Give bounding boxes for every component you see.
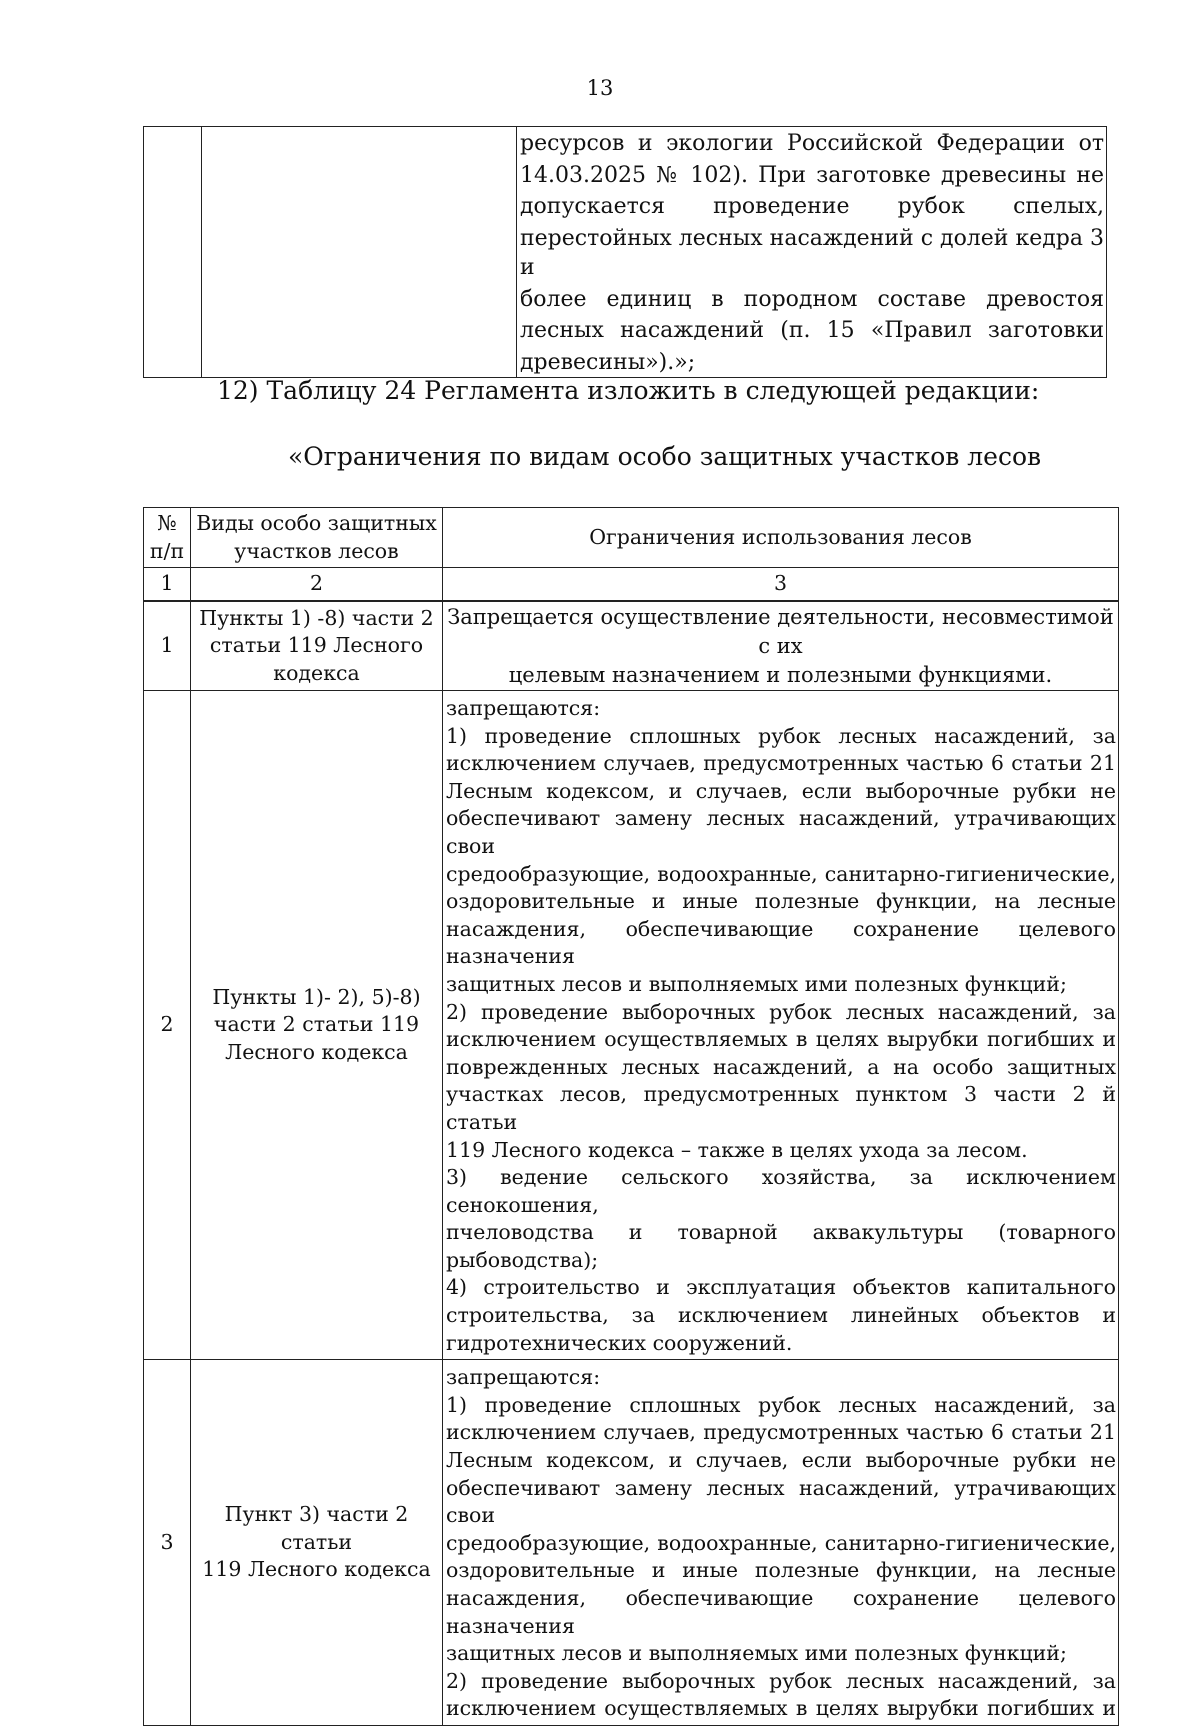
header-restrictions: Ограничения использования лесов [443, 508, 1119, 568]
cont-text-line: древесины»).»; [520, 349, 696, 375]
numbering-cell: 1 [144, 568, 191, 602]
restrictions-table [143, 507, 1119, 1726]
restriction-line: средообразующие, водоохранные, санитарно-гигиенические, [446, 1530, 1116, 1555]
restriction-line: исключением случаев, предусмотренных частью 6 статьи 21 [446, 751, 1116, 776]
restriction-line: Запрещается осуществление деятельности, несовместимой с их [447, 604, 1114, 658]
header-kind-line: Виды особо защитных [196, 510, 437, 535]
row-kind-line: Пункты 1)- 2), 5)-8) [212, 984, 421, 1009]
row-kind-line: статьи 119 Лесного [209, 633, 424, 658]
cont-cell-kind [202, 127, 517, 378]
restriction-line: оздоровительные и иные полезные функции, на лесные [446, 889, 1116, 914]
restriction-line: насаждения, обеспечивающие сохранение целевого назначения [446, 916, 1116, 969]
restriction-line: исключением осуществляемых в целях вырубки погибших и [446, 1027, 1116, 1052]
page-number: 13 [586, 76, 614, 100]
table-row [144, 601, 1119, 691]
restriction-line: защитных лесов и выполняемых ими полезных функций; [446, 1641, 1067, 1666]
restriction-line: 1) проведение сплошных рубок лесных насаждений, за [446, 723, 1116, 748]
restriction-line: 2) проведение выборочных рубок лесных насаждений, за [446, 1668, 1116, 1693]
numbering-row [144, 568, 1119, 602]
restriction-line: защитных лесов и выполняемых ими полезных функций; [446, 971, 1067, 996]
row-num: 3 [144, 1360, 191, 1726]
row-restrictions [443, 601, 1119, 691]
header-row [144, 508, 1119, 568]
row-kind-line: Лесного кодекса [225, 1039, 408, 1064]
restriction-line: поврежденных лесных насаждений, а на особо защитных [446, 1054, 1116, 1079]
row-kind [191, 1360, 443, 1726]
row-num: 2 [144, 691, 191, 1360]
restriction-line: 1) проведение сплошных рубок лесных насаждений, за [446, 1392, 1116, 1417]
cont-cell-num [144, 127, 202, 378]
row-kind-line: Пункт 3) части 2 статьи [224, 1502, 409, 1554]
row-kind-line: кодекса [273, 660, 360, 685]
paragraph-12: 12) Таблицу 24 Регламента изложить в следующей редакции: [217, 376, 1040, 405]
row-kind [191, 601, 443, 691]
header-num [144, 508, 191, 568]
restriction-line: обеспечивают замену лесных насаждений, утрачивающих свои [446, 1475, 1116, 1528]
header-num-line: п/п [149, 538, 185, 563]
restriction-line: гидротехнических сооружений. [446, 1330, 793, 1355]
table-title: «Ограничения по видам особо защитных участков лесов [288, 442, 1042, 471]
row-kind [191, 691, 443, 1360]
table-row [144, 1360, 1119, 1726]
cont-text-line: более единиц в породном составе древостоя [520, 286, 1104, 312]
restriction-line: рыбоводства); [446, 1247, 599, 1272]
table-row [144, 691, 1119, 1360]
cont-text-line: 14.03.2025 № 102). При заготовке древесины не [520, 162, 1104, 188]
row-num: 1 [144, 601, 191, 691]
restriction-line: 3) ведение сельского хозяйства, за исключением сенокошения, [446, 1165, 1116, 1217]
restriction-line: 2) проведение выборочных рубок лесных насаждений, за [446, 999, 1116, 1024]
continuation-table [143, 126, 1107, 378]
numbering-cell: 2 [191, 568, 443, 602]
restriction-line: строительства, за исключением линейных объектов и [446, 1303, 1116, 1328]
restriction-line: исключением осуществляемых в целях вырубки погибших и [446, 1696, 1116, 1721]
restriction-line: 119 Лесного кодекса – также в целях ухода за лесом. [446, 1137, 1028, 1162]
restriction-line: участках лесов, предусмотренных пунктом 3 части 2 й статьи [446, 1082, 1116, 1134]
row-restrictions [443, 1360, 1119, 1726]
restriction-line: запрещаются: [446, 696, 601, 720]
restriction-line: запрещаются: [446, 1365, 601, 1390]
cont-text-line: ресурсов и экологии Российской Федерации от [520, 131, 1104, 156]
header-kind [191, 508, 443, 568]
row-kind-line: части 2 статьи 119 [213, 1012, 420, 1037]
row-restrictions [443, 691, 1119, 1360]
restriction-line: 4) строительство и эксплуатация объектов капитального [446, 1275, 1116, 1300]
restriction-line: Лесным кодексом, и случаев, если выборочные рубки не [446, 778, 1116, 803]
header-num-line: № [157, 510, 177, 535]
row-kind-line: Пункты 1) -8) части 2 [199, 605, 434, 630]
restriction-line: обеспечивают замену лесных насаждений, утрачивающих свои [446, 806, 1116, 858]
restriction-line: Лесным кодексом, и случаев, если выборочные рубки не [446, 1448, 1116, 1473]
restriction-line: исключением случаев, предусмотренных частью 6 статьи 21 [446, 1420, 1116, 1445]
restriction-line: целевым назначением и полезными функциями. [508, 662, 1053, 687]
row-kind-line: 119 Лесного кодекса [202, 1557, 431, 1582]
cont-text-line: лесных насаждений (п. 15 «Правил заготовки [520, 318, 1104, 343]
restriction-line: пчеловодства и товарной аквакультуры (товарного [446, 1220, 1116, 1245]
numbering-cell: 3 [443, 568, 1119, 602]
cont-cell-text [517, 127, 1107, 378]
cont-text-line: допускается проведение рубок спелых, [520, 194, 1104, 219]
restriction-line: оздоровительные и иные полезные функции, на лесные [446, 1558, 1116, 1583]
header-kind-line: участков лесов [234, 538, 399, 563]
cont-text-line: перестойных лесных насаждений с долей кедра 3 и [520, 225, 1104, 280]
restriction-line: насаждения, обеспечивающие сохранение целевого назначения [446, 1586, 1116, 1638]
restriction-line: средообразующие, водоохранные, санитарно-гигиенические, [446, 861, 1116, 886]
